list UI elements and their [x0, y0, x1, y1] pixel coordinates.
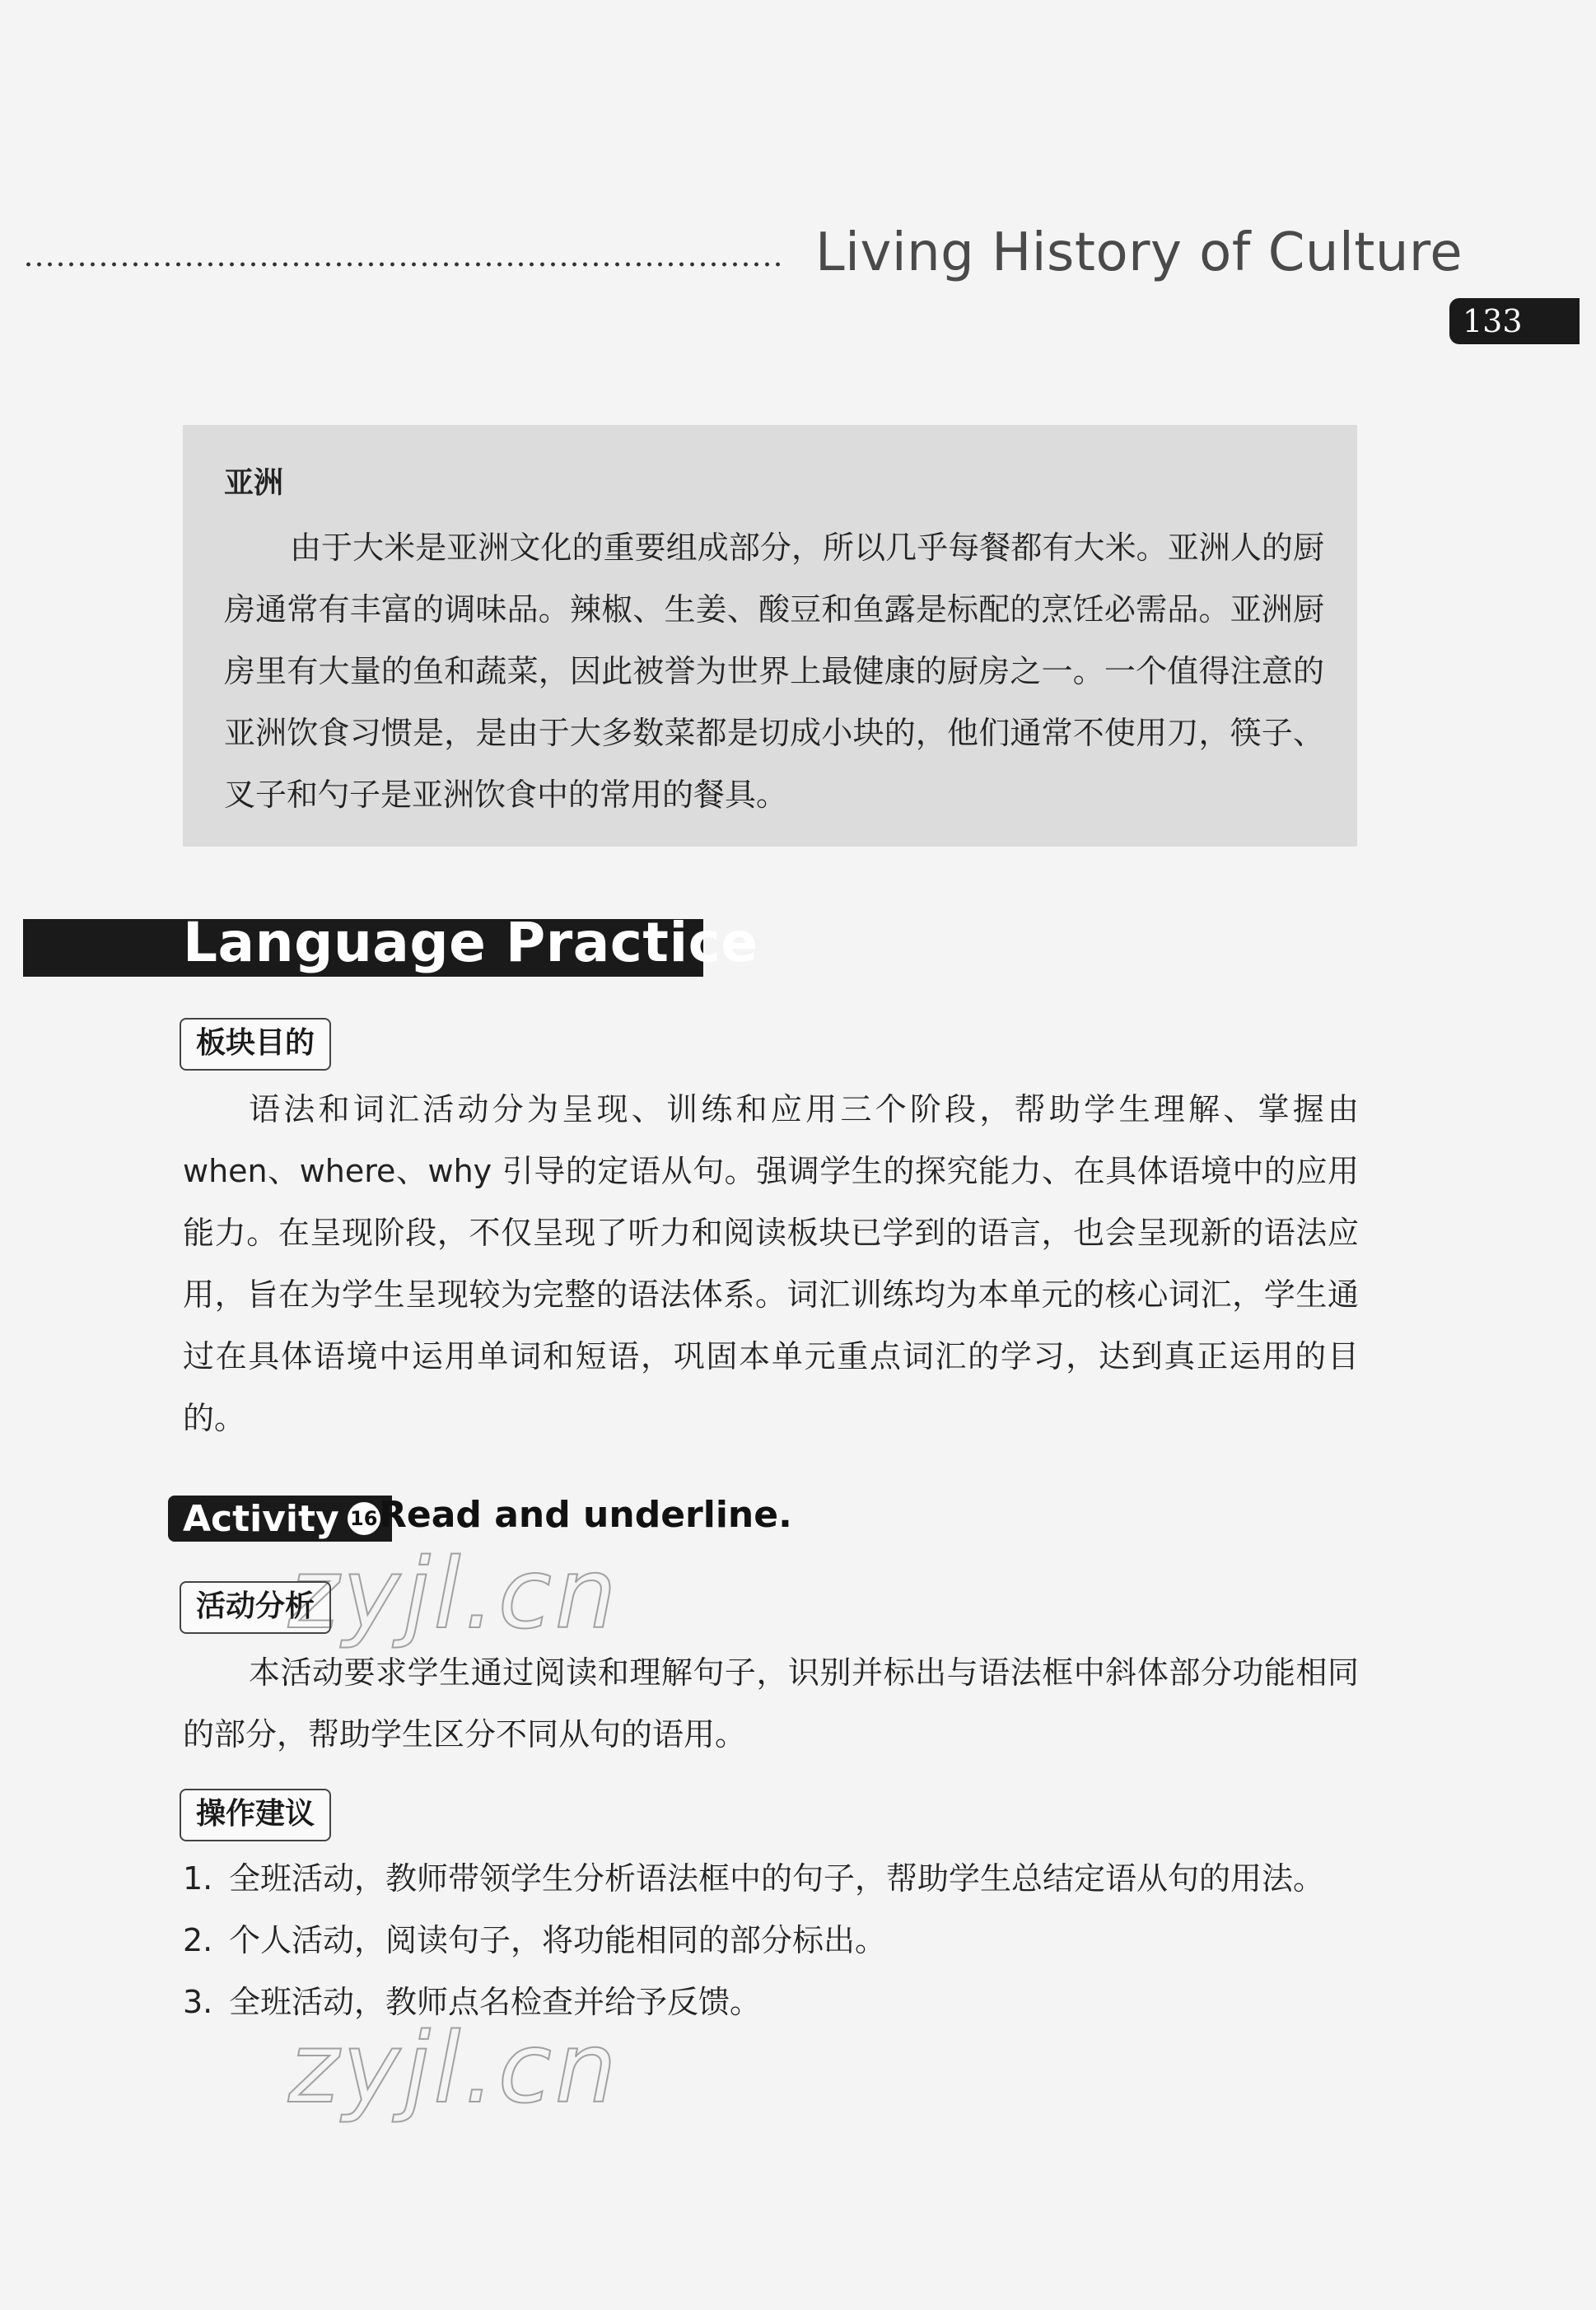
list-item-text: 全班活动，教师带领学生分析语法框中的句子，帮助学生总结定语从句的用法。: [229, 1860, 1325, 1897]
culture-note-box: [183, 425, 1357, 847]
watermark: zyjl.cn: [288, 1537, 620, 1650]
list-item: [183, 1848, 1359, 1910]
suggestions-tag: 操作建议: [180, 1789, 331, 1841]
suggestions-list: [183, 1848, 1359, 2033]
list-item: [183, 1910, 1359, 1972]
activity-analysis-text: 本活动要求学生通过阅读和理解句子，识别并标出与语法框中斜体部分功能相同的部分，帮助学生区分不同从句的语用。: [183, 1654, 1359, 1752]
header-dotted-rule: [23, 262, 781, 267]
activity-badge: [168, 1496, 392, 1542]
activity-label: Activity: [183, 1497, 339, 1540]
watermark: zyjl.cn: [288, 2011, 620, 2125]
activity-analysis-tag: 活动分析: [180, 1581, 331, 1634]
running-title: Living History of Culture: [815, 222, 1463, 283]
list-item-text: 全班活动，教师点名检查并给予反馈。: [229, 1984, 762, 2020]
page-number: 133: [1449, 298, 1580, 344]
module-goal-text: 语法和词汇活动分为呈现、训练和应用三个阶段，帮助学生理解、掌握由when、where、why 引导的定语从句。强调学生的探究能力、在具体语境中的应用能力。在呈现阶段，不仅呈现了听力和阅读板块已学到的语言，也会呈现新的语法应用，旨在为学生呈现较为完整的语法体系。词汇训练均为本单元的核心词汇，学生通过在具体语境中运用单词和短语，巩固本单元重点词汇的学习，达到真正运用的目的。: [183, 1091, 1359, 1436]
list-item-number: 2.: [183, 1922, 213, 1958]
module-goal-tag: 板块目的: [180, 1018, 331, 1071]
section-title: Language Practice: [183, 911, 758, 974]
activity-title: Read and underline.: [379, 1494, 792, 1536]
activity-number: 16: [348, 1502, 380, 1535]
list-item-text: 个人活动，阅读句子，将功能相同的部分标出。: [229, 1922, 887, 1958]
list-item-number: 3.: [183, 1984, 213, 2020]
note-title: 亚洲: [224, 466, 284, 500]
note-text: 由于大米是亚洲文化的重要组成部分，所以几乎每餐都有大米。亚洲人的厨房通常有丰富的调味品。辣椒、生姜、酸豆和鱼露是标配的烹饪必需品。亚洲厨房里有大量的鱼和蔬菜，因此被誉为世界上最健康的厨房之一。一个值得注意的亚洲饮食习惯是，是由于大多数菜都是切成小块的，他们通常不使用刀，筷子、叉子和勺子是亚洲饮食中的常用的餐具。: [224, 530, 1324, 813]
list-item-number: 1.: [183, 1860, 213, 1897]
